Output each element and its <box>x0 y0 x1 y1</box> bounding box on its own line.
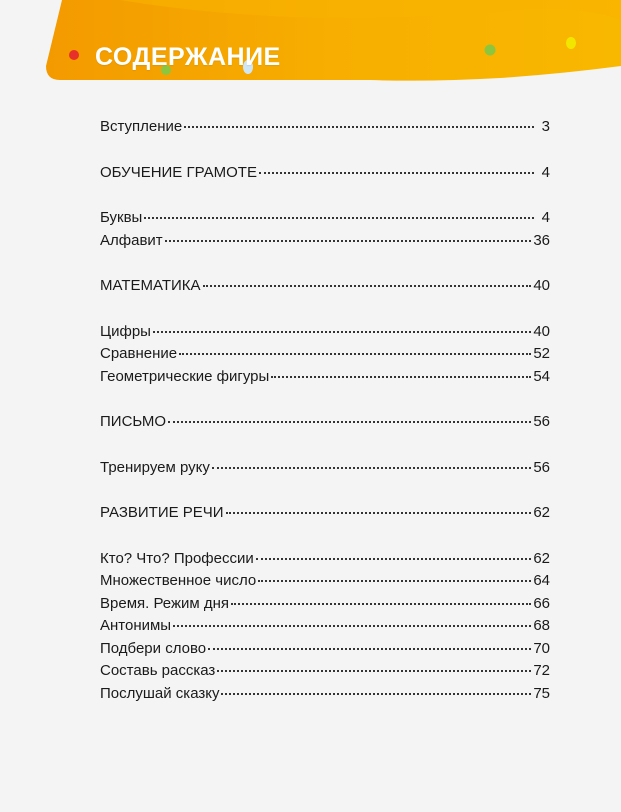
toc-page: 75 <box>533 684 550 702</box>
toc-label: Подбери слово <box>100 639 207 657</box>
toc-label: Геометрические фигуры <box>100 367 270 385</box>
leader-dots <box>179 352 531 355</box>
toc-row[interactable] <box>100 638 550 661</box>
toc-label: ПИСЬМО <box>100 413 167 430</box>
leader-dots <box>258 579 531 582</box>
toc-label: ОБУЧЕНИЕ ГРАМОТЕ <box>100 163 257 181</box>
toc-row[interactable] <box>100 411 550 434</box>
table-of-contents <box>100 116 550 705</box>
toc-label: Кто? Что? Профессии <box>100 549 254 567</box>
toc-row[interactable] <box>100 275 550 298</box>
leader-dots <box>144 216 534 219</box>
leader-dots <box>256 557 532 560</box>
page-title: СОДЕРЖАНИЕ <box>95 43 281 71</box>
toc-label: Время. Режим дня <box>100 594 230 612</box>
leader-dots <box>168 420 531 423</box>
toc-row[interactable] <box>100 230 550 253</box>
leader-dots <box>217 669 531 672</box>
toc-page: 66 <box>533 594 550 612</box>
toc-page: 68 <box>533 617 550 634</box>
toc-label: Буквы <box>100 209 143 226</box>
toc-page: 62 <box>533 504 550 521</box>
toc-label: МАТЕМАТИКА <box>100 277 201 294</box>
yellow-dot-icon <box>566 37 576 49</box>
leader-dots <box>231 602 531 605</box>
toc-label: Множественное число <box>100 572 257 589</box>
toc-row[interactable] <box>100 660 550 683</box>
toc-label: Антонимы <box>100 617 172 634</box>
toc-row[interactable] <box>100 615 550 638</box>
leader-dots <box>259 171 534 174</box>
toc-page: 72 <box>533 662 550 679</box>
leader-dots <box>184 125 534 128</box>
toc-page: 3 <box>541 118 550 135</box>
leader-dots <box>212 466 531 469</box>
toc-page: 36 <box>533 231 550 249</box>
toc-page: 56 <box>533 413 550 430</box>
leader-dots <box>221 692 531 695</box>
leader-dots <box>153 330 531 333</box>
toc-label: РАЗВИТИЕ РЕЧИ <box>100 504 224 521</box>
toc-page: 52 <box>533 345 550 362</box>
toc-page: 4 <box>541 209 550 226</box>
toc-page: 4 <box>541 163 550 181</box>
toc-label: Цифры <box>100 322 151 340</box>
banner-shape <box>0 0 621 90</box>
toc-label: Алфавит <box>100 231 163 249</box>
toc-row[interactable] <box>100 116 550 139</box>
leader-dots <box>165 239 532 242</box>
leader-dots <box>226 511 532 514</box>
toc-label: Вступление <box>100 118 183 135</box>
toc-label: Послушай сказку <box>100 684 220 702</box>
toc-row[interactable] <box>100 502 550 525</box>
toc-label: Тренируем руку <box>100 458 210 476</box>
toc-page: 40 <box>533 322 550 340</box>
header-banner <box>0 0 621 90</box>
toc-row[interactable] <box>100 366 550 389</box>
toc-page: 70 <box>533 639 550 657</box>
toc-row[interactable] <box>100 321 550 344</box>
green-dot-icon <box>485 45 496 56</box>
leader-dots <box>208 647 531 650</box>
toc-label: Сравнение <box>100 345 178 362</box>
red-dot-icon <box>69 50 79 60</box>
toc-label: Составь рассказ <box>100 662 216 679</box>
toc-page: 54 <box>533 367 550 385</box>
toc-page: 40 <box>533 277 550 294</box>
toc-row[interactable] <box>100 457 550 480</box>
toc-row[interactable] <box>100 548 550 571</box>
toc-page: 62 <box>533 549 550 567</box>
toc-row[interactable] <box>100 593 550 616</box>
toc-page: 64 <box>533 572 550 589</box>
toc-row[interactable] <box>100 683 550 706</box>
toc-row[interactable] <box>100 570 550 593</box>
leader-dots <box>271 375 531 378</box>
toc-row[interactable] <box>100 162 550 185</box>
toc-page: 56 <box>533 458 550 476</box>
toc-row[interactable] <box>100 207 550 230</box>
toc-row[interactable] <box>100 343 550 366</box>
leader-dots <box>173 624 531 627</box>
leader-dots <box>203 284 532 287</box>
